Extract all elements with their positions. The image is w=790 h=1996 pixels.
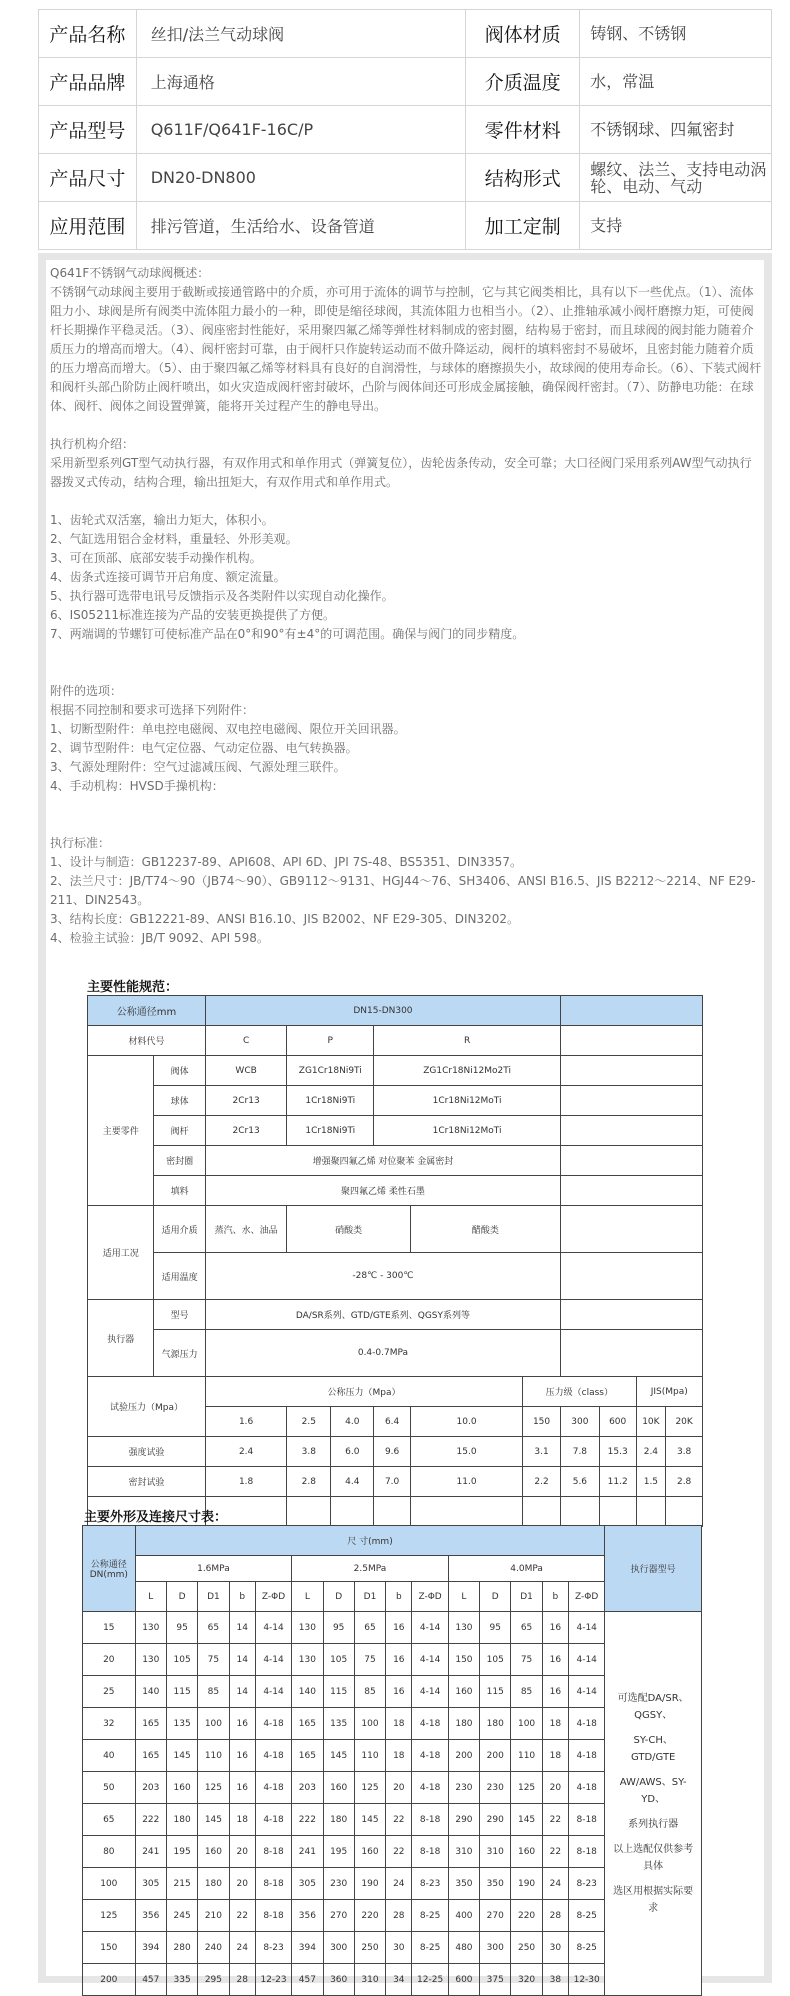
table-row: 65 222 180 145 18 4-18 222 180 145 22 8-18 290 290 145 22 8-18: [83, 1804, 702, 1836]
table-row: 1.6MPa 2.5MPa 4.0MPa: [83, 1556, 702, 1582]
table-row: 执行器 型号 DA/SR系列、GTD/GTE系列、QGSY系列等: [88, 1300, 703, 1330]
accessories-title: 附件的选项：: [50, 684, 123, 698]
feature-item: 5、执行器可选带电讯号反馈指示及各类附件以实现自动化操作。: [50, 589, 394, 603]
table-row: 150 394 280 240 24 8-23 394 300 250 30 8-25 480 300 250 30 8-25: [83, 1932, 702, 1964]
feature-item: 1、齿轮式双活塞，输出力矩大，体积小。: [50, 513, 274, 527]
product-info-table: [38, 9, 772, 250]
table-row: 试验压力（Mpa） 公称压力（Mpa） 压力级（class） JIS(Mpa): [88, 1377, 703, 1407]
performance-spec-table: [87, 995, 703, 1527]
info-label-2: 零件材料: [466, 106, 580, 154]
actuator-note: 系列执行器: [628, 1819, 679, 1830]
table-row: [88, 996, 703, 1026]
info-row: [39, 106, 772, 154]
main-parts-label: 主要零件: [88, 1056, 154, 1206]
accessory-item: 根据不同控制和要求可选择下列附件：: [50, 703, 255, 717]
actuator-title: 执行机构介绍：: [50, 437, 135, 451]
table-row: 密封试验 1.8 2.8 4.4 7.0 11.0 2.2 5.6 11.2 1.5 2.8: [88, 1467, 703, 1497]
info-label: 产品尺寸: [39, 154, 137, 202]
table-row: [83, 1526, 702, 1556]
table-row: 适用工况 适用介质 蒸汽、水、油品 硝酸类 醋酸类: [88, 1206, 703, 1253]
table-row: 40 165 145 110 16 4-18 165 145 110 18 4-18 200 200 110 18 4-18: [83, 1740, 702, 1772]
table-row: 125 356 245 210 22 8-18 356 270 220 28 8-25 400 270 220 28 8-25: [83, 1900, 702, 1932]
info-row: [39, 154, 772, 202]
info-value-2: 铸钢、不锈钢: [580, 10, 772, 58]
table-row: 填料 聚四氟乙烯 柔性石墨: [88, 1176, 703, 1206]
table-row: 50 203 160 125 16 4-18 203 160 125 20 4-18 230 230 125 20 4-18: [83, 1772, 702, 1804]
dims-title: 主要外形及连接尺寸表：: [84, 1510, 228, 1525]
standard-item: 3、结构长度：GB12221-89、ANSI B16.10、JIS B2002、NF E29-305、DIN3202。: [50, 912, 520, 926]
nominal-label: 公称通径mm: [88, 996, 206, 1026]
size-header: 尺 寸(mm): [135, 1526, 605, 1556]
info-label: 产品名称: [39, 10, 137, 58]
table-row: 1.6 2.5 4.0 6.4 10.0 150 300 600 10K 20K: [88, 1407, 703, 1437]
info-value: 上海通格: [136, 58, 466, 106]
standards-title: 执行标准：: [50, 836, 111, 850]
standard-item: 4、检验主试验：JB/T 9092、API 598。: [50, 931, 269, 945]
description-text: [50, 264, 762, 948]
feature-item: 4、齿条式连接可调节开启角度、额定流量。: [50, 570, 286, 584]
table-row: 200 457 335 295 28 12-23 457 360 310 34 12-25 600 375 320 38 12-30: [83, 1964, 702, 1996]
info-value-2: 支持: [580, 202, 772, 250]
actuator-note: 可选配DA/SR、QGSY、: [617, 1693, 689, 1721]
info-value: 排污管道，生活给水、设备管道: [136, 202, 466, 250]
accessory-list: [50, 701, 762, 796]
dn-header: 公称通径DN(mm): [83, 1526, 136, 1612]
feature-item: 7、两端调的节螺钉可使标准产品在0°和90°有±4°的可调范围。确保与阀门的同步精度。: [50, 627, 525, 641]
actuator-note: SY-CH、GTD/GTE: [630, 1735, 676, 1763]
actuator-note: 选区用根据实际要求: [613, 1886, 694, 1914]
info-value: DN20-DN800: [136, 154, 466, 202]
table-row: 32 165 135 100 16 4-18 165 135 100 18 4-18 180 180 100 18 4-18: [83, 1708, 702, 1740]
table-row: 主要零件 阀体 WCB ZG1Cr18Ni9Ti ZG1Cr18Ni12Mo2Ti: [88, 1056, 703, 1086]
table-row: 15 130 95 65 14 4-14 130 95 65 16 4-14 130 95 65 16 4-14 可选配DA/SR、QGSY、 SY-CH、GTD/GTE AW/AWS、SY-YD、 系列执行器 以上选配仅供参考具体 选区用根据实际要求: [83, 1612, 702, 1644]
info-label-2: 阀体材质: [466, 10, 580, 58]
info-value-2: 不锈钢球、四氟密封: [580, 106, 772, 154]
accessory-item: 3、气源处理附件：空气过滤减压阀、气源处理三联件。: [50, 760, 346, 774]
dimensions-table: [82, 1525, 702, 1996]
info-row: [39, 10, 772, 58]
table-row: 气源压力 0.4-0.7MPa: [88, 1330, 703, 1377]
table-row: 适用温度 -28℃ - 300℃: [88, 1253, 703, 1300]
table-row: 100 305 215 180 20 8-18 305 230 190 24 8-23 350 350 190 24 8-23: [83, 1868, 702, 1900]
actuator-note: 以上选配仅供参考具体: [613, 1844, 694, 1872]
actuator-notes: [605, 1612, 702, 1996]
accessory-item: 1、切断型附件：单电控电磁阀、双电控电磁阀、限位开关回讯器。: [50, 722, 406, 736]
info-row: [39, 202, 772, 250]
standard-item: 2、法兰尺寸：JB/T74～90（JB74～90）、GB9112～9131、HGJ44～76、SH3406、ANSI B16.5、JIS B2212～2214、NF E29-211、DIN2543。: [50, 874, 756, 907]
info-label-2: 加工定制: [466, 202, 580, 250]
info-label: 应用范围: [39, 202, 137, 250]
info-value-2: 螺纹、法兰、支持电动涡轮、电动、气动: [580, 154, 772, 202]
info-value: 丝扣/法兰气动球阀: [136, 10, 466, 58]
actuator-note: AW/AWS、SY-YD、: [619, 1777, 687, 1805]
table-row: 25 140 115 85 14 4-14 140 115 85 16 4-14 160 115 85 16 4-14: [83, 1676, 702, 1708]
nominal-value: DN15-DN300: [205, 996, 560, 1026]
table-row: L D D1 b Z-ΦD L D D1 b Z-ΦD L D D1 b Z-ΦD: [83, 1582, 702, 1612]
table-row: 20 130 105 75 14 4-14 130 105 75 16 4-14 150 105 75 16 4-14: [83, 1644, 702, 1676]
standard-list: [50, 853, 762, 948]
table-row: 球体 2Cr13 1Cr18Ni9Ti 1Cr18Ni12MoTi: [88, 1086, 703, 1116]
table-row: 80 241 195 160 20 8-18 241 195 160 22 8-18 310 310 160 22 8-18: [83, 1836, 702, 1868]
table-row: 密封圈 增强聚四氟乙烯 对位聚苯 金属密封: [88, 1146, 703, 1176]
table-row: 阀杆 2Cr13 1Cr18Ni9Ti 1Cr18Ni12MoTi: [88, 1116, 703, 1146]
table-row: 强度试验 2.4 3.8 6.0 9.6 15.0 3.1 7.8 15.3 2.4 3.8: [88, 1437, 703, 1467]
table-row: 材料代号 C P R: [88, 1026, 703, 1056]
info-value-2: 水，常温: [580, 58, 772, 106]
feature-list: [50, 511, 762, 644]
info-label: 产品型号: [39, 106, 137, 154]
feature-item: 6、IS05211标准连接为产品的安装更换提供了方便。: [50, 608, 335, 622]
info-label-2: 介质温度: [466, 58, 580, 106]
actuator-header: 执行器型号: [605, 1526, 702, 1612]
info-value: Q611F/Q641F-16C/P: [136, 106, 466, 154]
info-row: [39, 58, 772, 106]
accessory-item: 2、调节型附件：电气定位器、气动定位器、电气转换器。: [50, 741, 358, 755]
material-code-label: 材料代号: [88, 1026, 206, 1056]
actuator-text: 采用新型系列GT型气动执行器，有双作用式和单作用式（弹簧复位），齿轮齿条传动，安全可靠；大口径阀门采用系列AW型气动执行器拨叉式传动，结构合理，输出扭矩大，有双作用式和单作用式。: [50, 456, 752, 489]
overview-text: 不锈钢气动球阀主要用于截断或接通管路中的介质，亦可用于流体的调节与控制，它与其它阀类相比，具有以下一些优点。（1）、流体阻力小、球阀是所有阀类中流体阻力最小的一种，即使是缩径球阀，其流体阻力也相当小。（2）、止推轴承减小阀杆磨擦力矩，可使阀杆长期操作平稳灵活。（3）、阀座密封性能好，采用聚四氟乙烯等弹性材料制成的密封圈，结构易于密封，而且球阀的阀封能力随着介质压力的增高而增大。（4）、阀杆密封可靠，由于阀杆只作旋转运动而不做升降运动，阀杆的填料密封不易破坏，且密封能力随着介质的压力增高而增大。（5）、由于聚四氟乙烯等材料具有良好的自润滑性，与球体的磨擦损失小，故球阀的使用寿命长。（6）、下装式阀杆和阀杆头部凸阶防止阀杆喷出，如火灾造成阀杆密封破坏，凸阶与阀体间还可形成金属接触，确保阀杆密封。（7）、防静电功能：在球体、阀杆、阀体之间设置弹簧，能将开关过程产生的静电导出。: [50, 285, 762, 413]
accessory-item: 4、手动机构：HVSD手操机构：: [50, 779, 224, 793]
info-label: 产品品牌: [39, 58, 137, 106]
overview-title: Q641F不锈钢气动球阀概述：: [50, 266, 210, 280]
feature-item: 3、可在顶部、底部安装手动操作机构。: [50, 551, 262, 565]
feature-item: 2、气缸选用铝合金材料，重量轻、外形美观。: [50, 532, 298, 546]
info-label-2: 结构形式: [466, 154, 580, 202]
perf-title: 主要性能规范：: [87, 980, 179, 995]
standard-item: 1、设计与制造：GB12237-89、API608、API 6D、JPI 7S-48、BS5351、DIN3357。: [50, 855, 522, 869]
